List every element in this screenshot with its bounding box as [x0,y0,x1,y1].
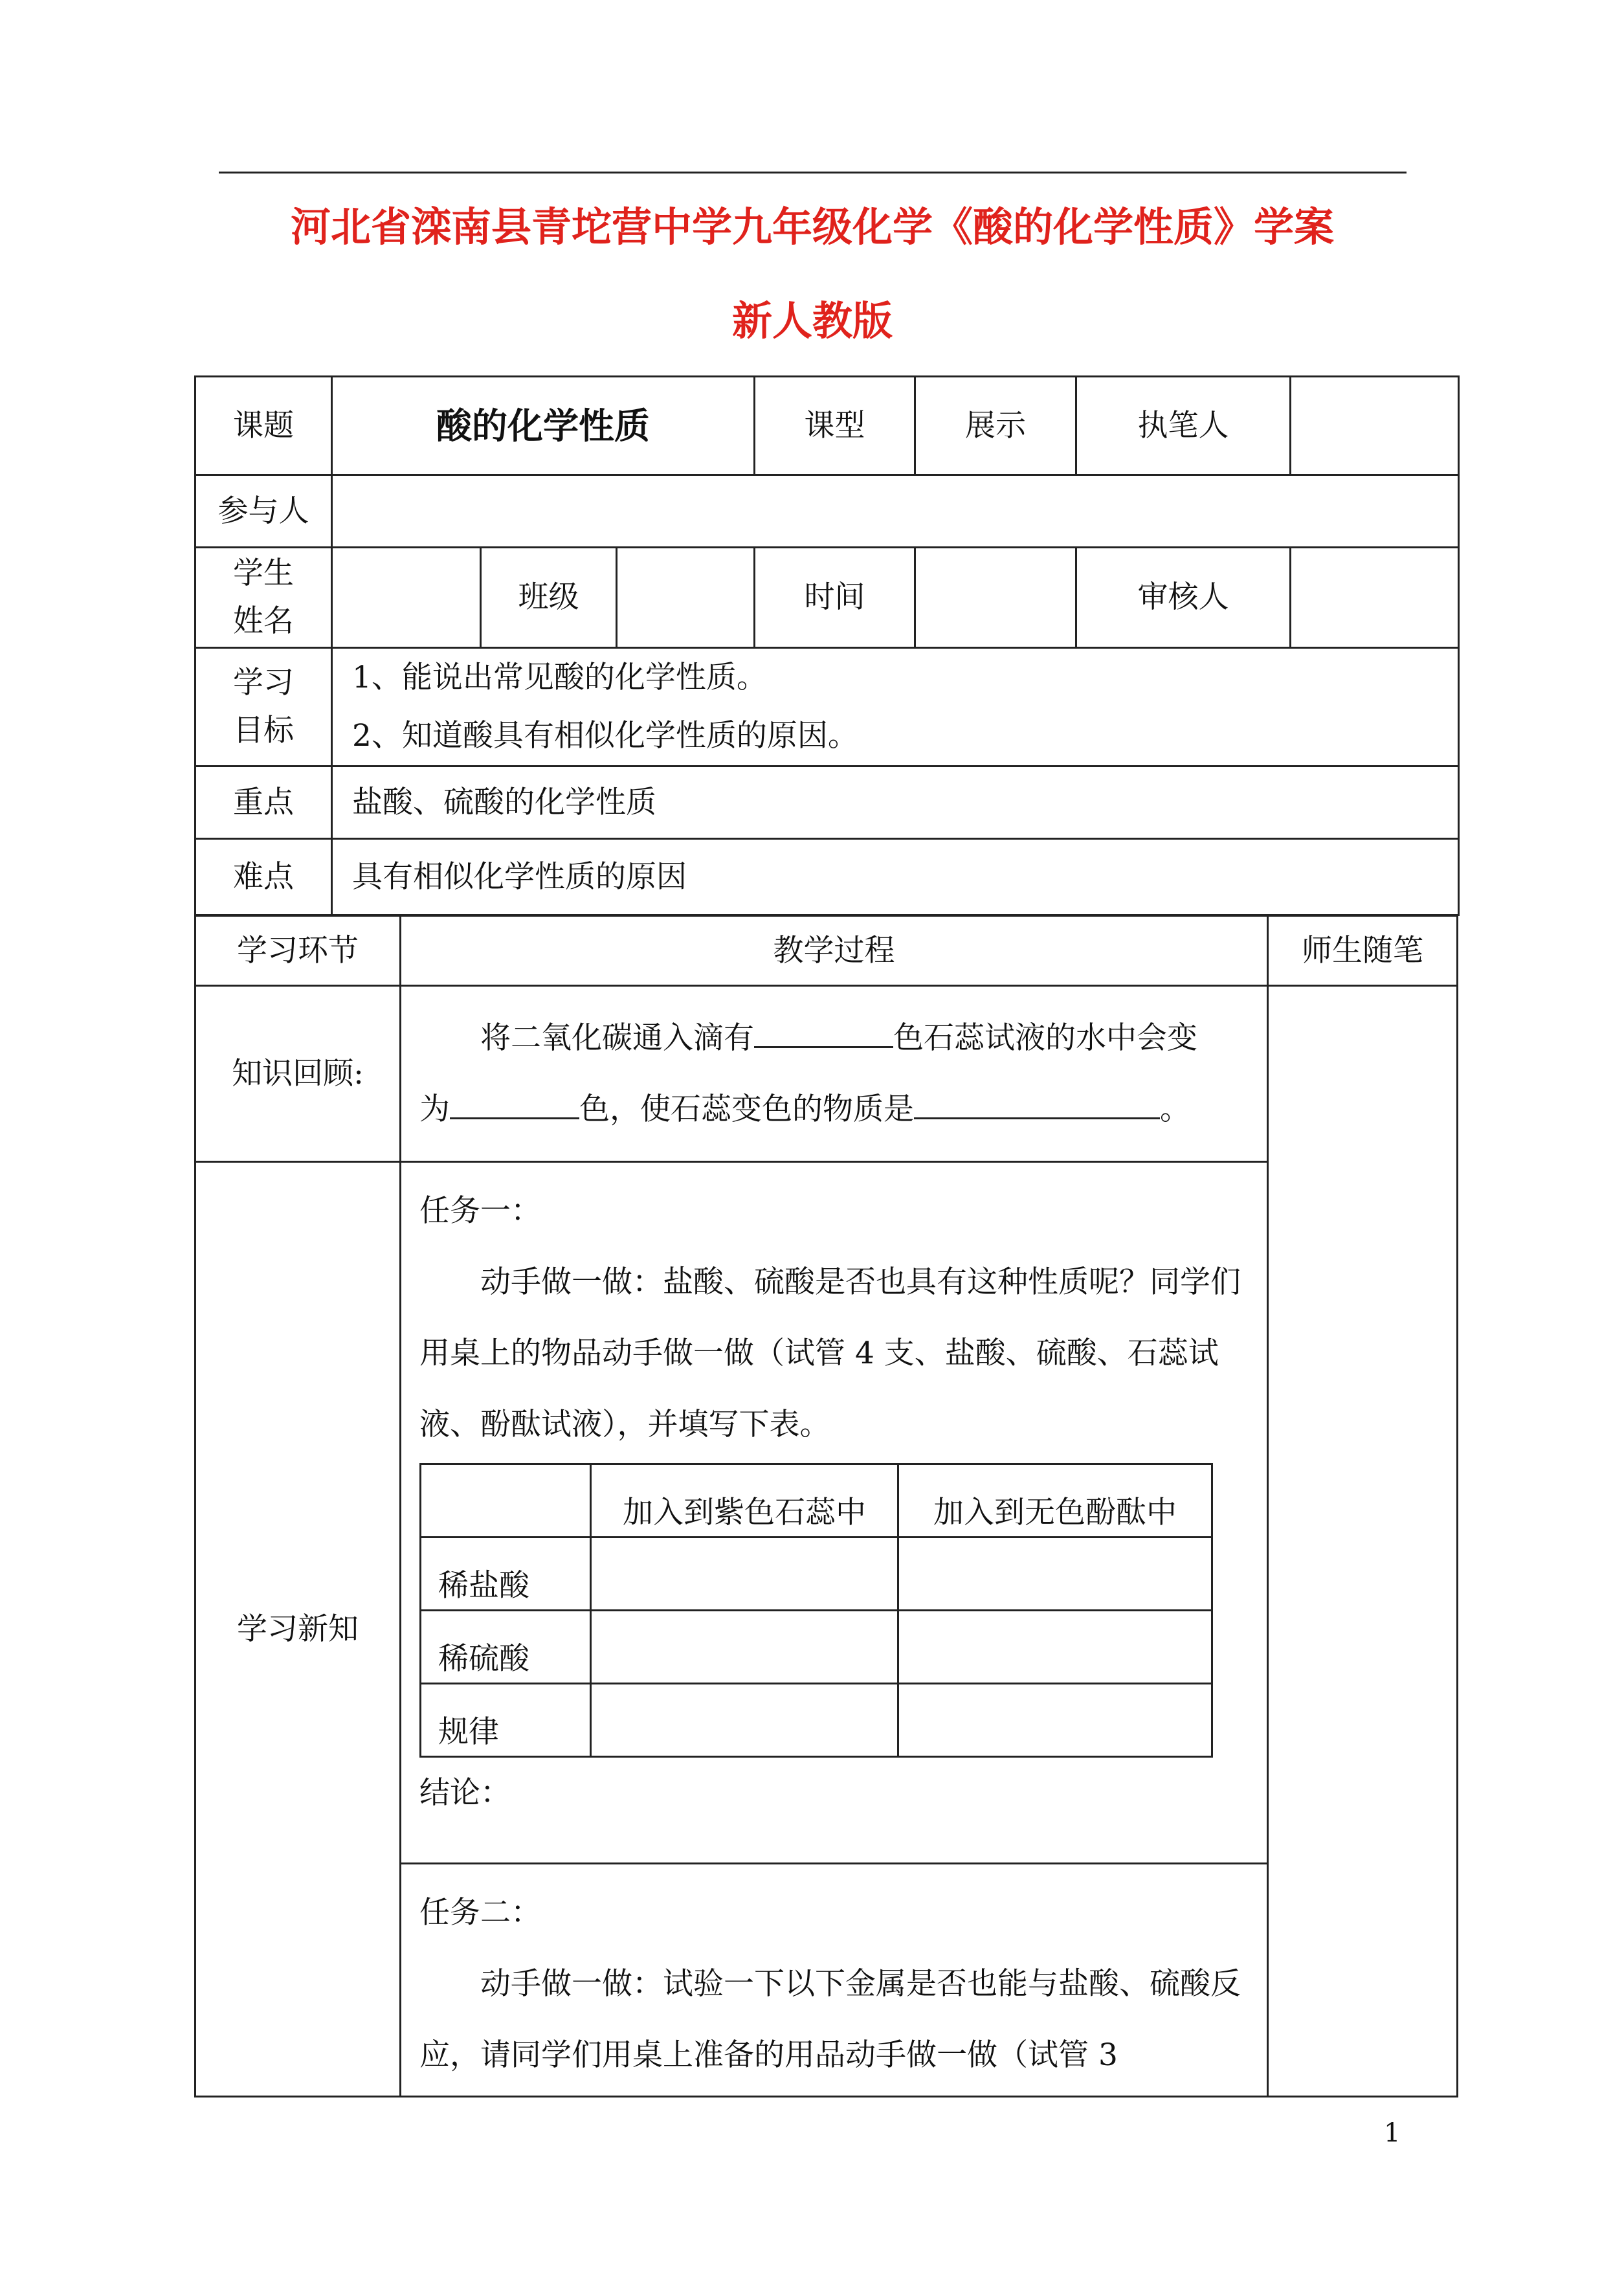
col-stage-header: 学习环节 [195,916,401,986]
header-rule [219,172,1407,173]
indicator-cell[interactable] [898,1684,1212,1757]
task1-content [401,1162,1268,1864]
blank-color-2[interactable] [450,1080,579,1119]
task2-text: 动手做一做：试验一下以下金属是否也能与盐酸、硫酸反应，请同学们用桌上准备的用品动手做一做（试管 3 [419,1966,1241,2073]
goal-item: 2、知道酸具有相似化学性质的原因。 [352,718,858,754]
topic-value: 酸的化学性质 [332,377,755,475]
blank-substance[interactable] [914,1080,1160,1119]
student-name-label: 学生 姓名 [195,548,332,648]
reviewer-label: 审核人 [1076,548,1291,648]
class-value[interactable] [617,548,755,648]
indicator-cell[interactable] [591,1611,898,1684]
indicator-cell[interactable] [591,1684,898,1757]
key-point-value: 盐酸、硫酸的化学性质 [332,766,1459,839]
type-label: 课型 [755,377,915,475]
review-content: 将二氧化碳通入滴有 色石蕊试液的水中会变 为 色，使石蕊变色的物质是 。 [401,986,1268,1162]
indicator-row-label: 稀盐酸 [421,1538,591,1611]
difficulty-label: 难点 [195,839,332,915]
task2-content [401,1864,1268,2097]
document-title: 河北省滦南县青坨营中学九年级化学《酸的化学性质》学案 [290,203,1334,251]
goal-item: 1、能说出常见酸的化学性质。 [352,660,767,695]
goals-value [332,648,1459,766]
conclusion-label: 结论： [419,1775,511,1811]
indicator-cell[interactable] [898,1538,1212,1611]
key-point-label: 重点 [195,766,332,839]
indicator-row-label: 规律 [421,1684,591,1757]
topic-label: 课题 [195,377,332,475]
process-table [194,915,1458,2097]
task1-title: 任务一： [419,1193,541,1229]
class-label: 班级 [481,548,617,648]
indicator-cell[interactable] [591,1538,898,1611]
review-label: 知识回顾: [195,986,401,1162]
task1-text: 动手做一做：盐酸、硫酸是否也具有这种性质呢？同学们用桌上的物品动手做一做（试管 4 支、盐酸、硫酸、石蕊试液、酚酞试液），并填写下表。 [419,1264,1241,1442]
indicator-header-phenolphthalein: 加入到无色酚酞中 [898,1464,1212,1538]
notes-column[interactable] [1268,986,1458,2097]
student-name-value[interactable] [332,548,481,648]
task2-title: 任务二： [419,1895,541,1930]
participants-label: 参与人 [195,475,332,548]
author-label: 执笔人 [1076,377,1291,475]
time-value[interactable] [915,548,1076,648]
difficulty-value: 具有相似化学性质的原因 [332,839,1459,915]
new-knowledge-label: 学习新知 [195,1162,401,2097]
indicator-cell[interactable] [898,1611,1212,1684]
reviewer-value[interactable] [1291,548,1459,648]
indicator-row-label: 稀硫酸 [421,1611,591,1684]
page-number: 1 [1384,2118,1401,2148]
col-notes-header: 师生随笔 [1268,916,1458,986]
indicator-table [419,1463,1213,1758]
time-label: 时间 [755,548,915,648]
col-process-header: 教学过程 [401,916,1268,986]
indicator-header-litmus: 加入到紫色石蕊中 [591,1464,898,1538]
goals-label: 学习 目标 [195,648,332,766]
type-value: 展示 [915,377,1076,475]
participants-value[interactable] [332,475,1459,548]
author-value[interactable] [1291,377,1459,475]
blank-color-1[interactable] [754,1009,893,1048]
indicator-header-blank [421,1464,591,1538]
info-table [194,375,1460,916]
document-subtitle: 新人教版 [731,297,893,344]
